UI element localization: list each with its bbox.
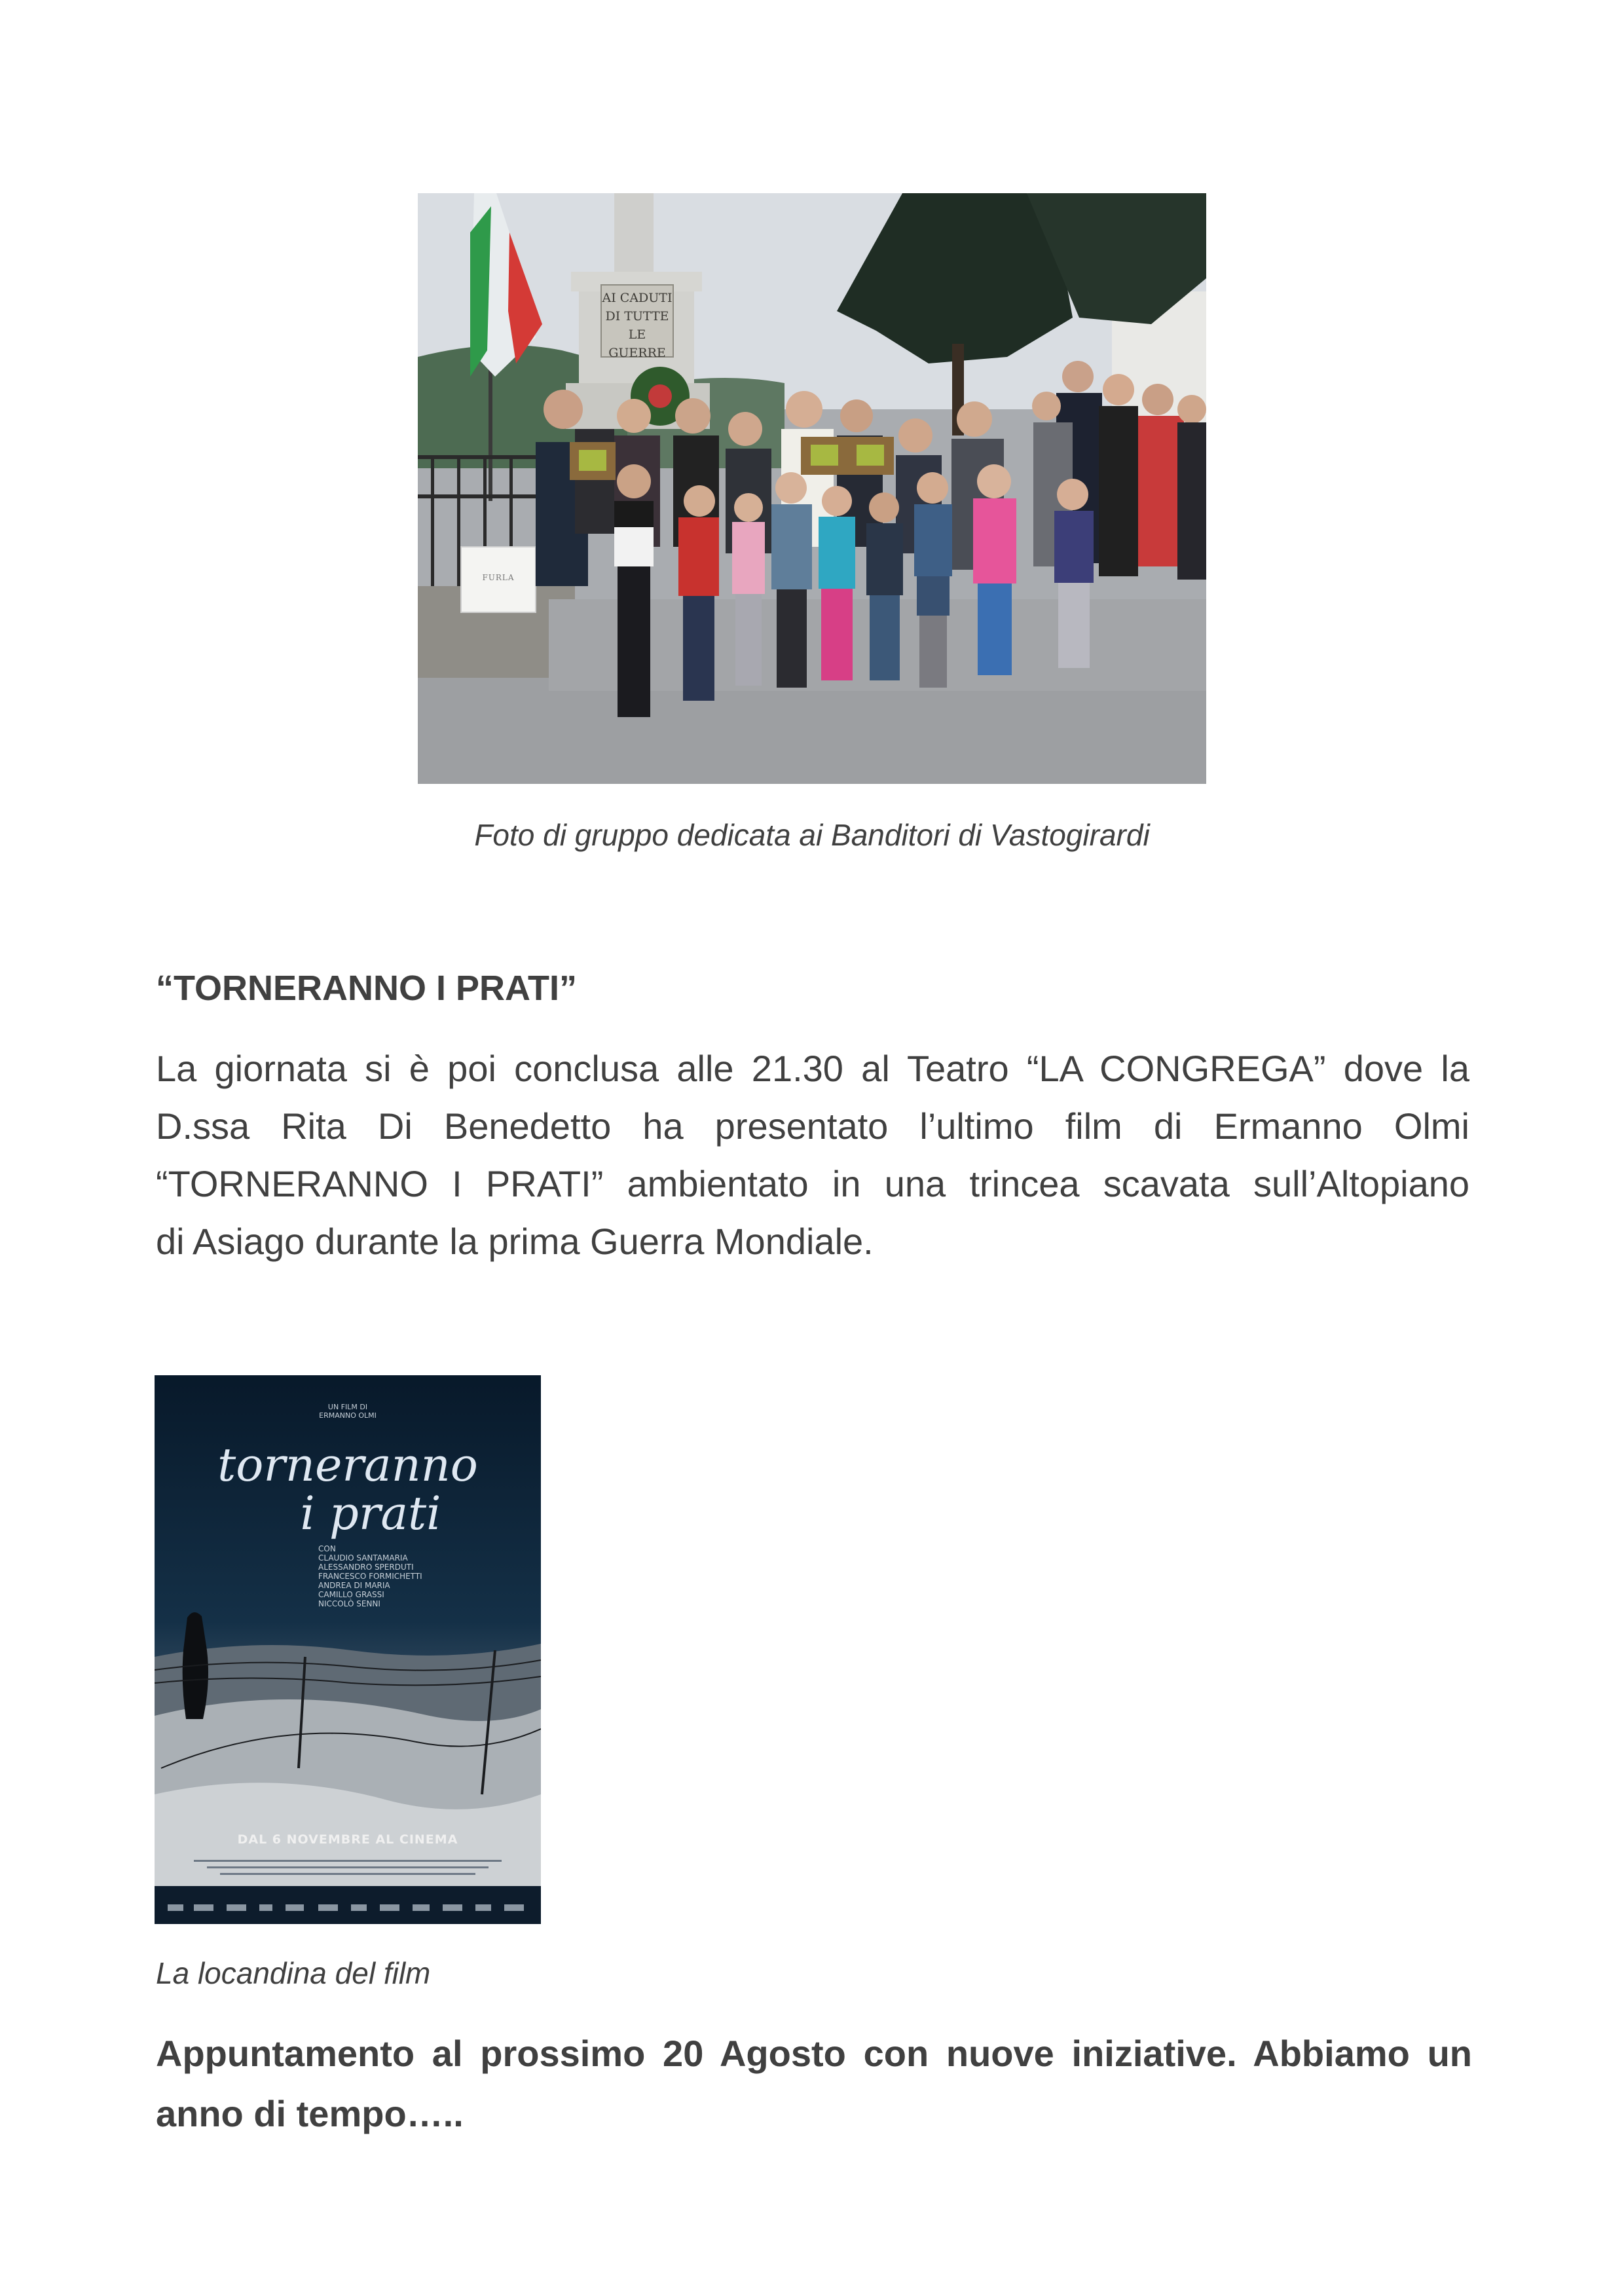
section-title: “TORNERANNO I PRATI”	[156, 969, 578, 1008]
poster-credit: FRANCESCO FORMICHETTI	[318, 1572, 422, 1581]
poster-title	[155, 1438, 541, 1540]
poster-director-line: ERMANNO OLMI	[319, 1411, 377, 1420]
closing-line: Appuntamento al prossimo 20 Agosto con nuove iniziative. Abbiamo un	[156, 2033, 1472, 2074]
monument-inscription-line: LE GUERRE	[608, 327, 666, 360]
poster-title-line: i prati	[300, 1487, 441, 1540]
poster-caption: La locandina del film	[156, 1956, 431, 1990]
paragraph-line: di Asiago durante la prima Guerra Mondiale.	[156, 1221, 874, 1262]
group-photo	[418, 193, 1206, 784]
monument-inscription-line: DI TUTTE	[605, 309, 669, 324]
paragraph-line: “TORNERANNO I PRATI” ambientato in una trincea scavata sull’Altopiano	[156, 1163, 1469, 1204]
photo-caption: Foto di gruppo dedicata ai Banditori di Vastogirardi	[474, 818, 1150, 852]
poster-title-line: torneranno	[217, 1438, 478, 1492]
poster-director-line: UN FILM DI	[327, 1403, 368, 1411]
poster-director	[155, 1403, 541, 1420]
monument-inscription	[601, 289, 673, 362]
closing-line: anno di tempo…..	[156, 2093, 464, 2134]
paragraph-line: La giornata si è poi conclusa alle 21.30 al Teatro “LA CONGREGA” dove la	[156, 1048, 1469, 1089]
closing-statement	[156, 2024, 1472, 2144]
poster-credit: ALESSANDRO SPERDUTI	[318, 1563, 414, 1572]
group-photo-illustration	[418, 193, 1206, 784]
poster-credit: CAMILLO GRASSI	[318, 1590, 384, 1599]
paragraph-line: D.ssa Rita Di Benedetto ha presentato l’ultimo film di Ermanno Olmi	[156, 1105, 1469, 1147]
poster-credits	[318, 1544, 462, 1608]
monument-inscription-line: AI CADUTI	[602, 291, 673, 305]
poster-credit: ANDREA DI MARIA	[318, 1581, 390, 1590]
bag-label: FURLA	[482, 573, 515, 582]
film-poster	[155, 1375, 541, 1924]
poster-credit: CLAUDIO SANTAMARIA	[318, 1553, 408, 1563]
poster-credit: NICCOLÒ SENNI	[318, 1599, 380, 1608]
body-paragraph	[156, 1040, 1469, 1270]
poster-credit: CON	[318, 1544, 336, 1553]
poster-release-date: DAL 6 NOVEMBRE AL CINEMA	[237, 1832, 458, 1847]
